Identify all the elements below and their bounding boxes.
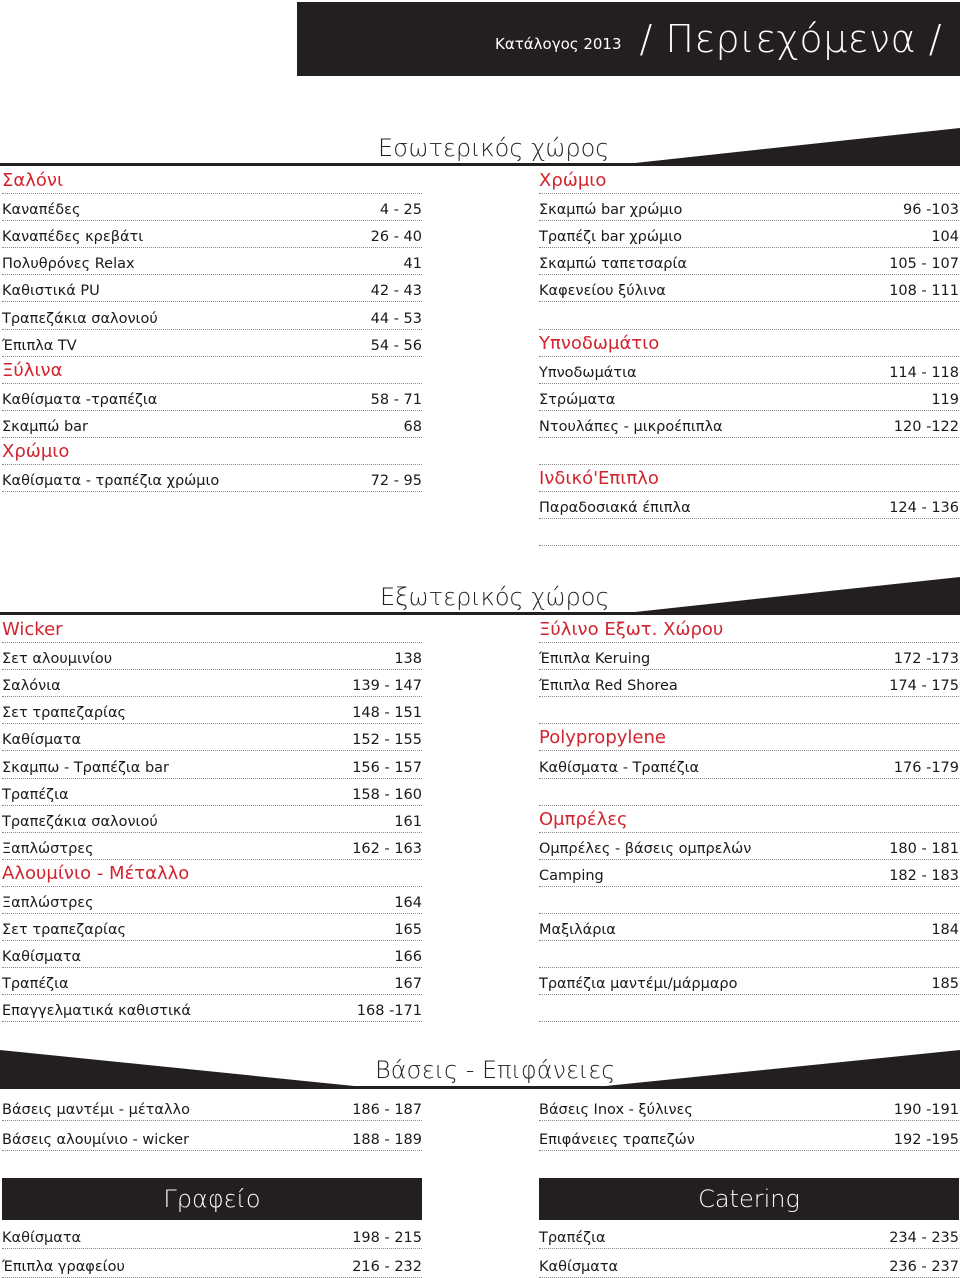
category-label: Ομπρέλες (539, 808, 628, 830)
blank-row (539, 303, 959, 330)
entry-label: Σετ αλουμινίου (2, 651, 113, 668)
entry-label: Ντουλάπες - μικροέπιπλα (539, 418, 723, 435)
category-heading (539, 724, 959, 751)
category-label: Ξύλινο Εξωτ. Χώρου (539, 619, 724, 640)
entry-label: Τραπεζάκια σαλονιού (2, 813, 158, 830)
outdoor-section-wedge (596, 577, 960, 613)
blank-row (539, 887, 959, 914)
entry-pages: 162 - 163 (352, 840, 422, 857)
entry-label: Σετ τραπεζαρίας (2, 705, 127, 722)
entry-pages: 54 - 56 (370, 337, 422, 354)
blank-row (539, 697, 959, 724)
catalog-year: Κατάλογος 2013 (495, 35, 622, 53)
toc-entry (2, 941, 422, 968)
entry-pages: 161 (394, 813, 422, 830)
toc-entry (539, 860, 959, 887)
entry-pages: 4 - 25 (379, 202, 422, 219)
toc-entry (2, 384, 422, 411)
toc-entry (2, 724, 422, 751)
entry-pages: 188 - 189 (352, 1131, 422, 1148)
entry-label: Σκαμπώ bar (2, 418, 89, 435)
entry-label: Έπιπλα γραφείου (2, 1258, 125, 1275)
toc-entry (2, 1094, 422, 1121)
entry-label: Βάσεις αλουμίνιο - wicker (2, 1131, 190, 1148)
category-heading (2, 616, 422, 643)
entry-label: Τραπέζια (2, 976, 69, 993)
toc-entry (539, 384, 959, 411)
entry-pages: 148 - 151 (352, 705, 422, 722)
entry-label: Καθίσματα (2, 949, 82, 966)
toc-entry (2, 643, 422, 670)
entry-label: Ομπρέλες - βάσεις ομπρελών (539, 840, 752, 857)
toc-entry (539, 643, 959, 670)
toc-entry (539, 275, 959, 302)
entry-pages: 108 - 111 (889, 283, 959, 300)
toc-entry (539, 968, 959, 995)
entry-label: Καθίσματα -τραπέζια (2, 391, 158, 408)
entry-label: Έπιπλα Red Shorea (539, 678, 678, 695)
entry-label: Καναπέδες κρεβάτι (2, 229, 144, 246)
entry-pages: 105 - 107 (889, 256, 959, 273)
office-section-title: Γραφείο (2, 1178, 422, 1220)
entry-pages: 168 -171 (356, 1003, 422, 1020)
entry-pages: 68 (403, 418, 422, 435)
toc-entry (2, 411, 422, 438)
category-heading (539, 330, 959, 357)
category-label: Χρώμιο (2, 441, 70, 462)
entry-pages: 185 (931, 976, 959, 993)
toc-entry (539, 221, 959, 248)
entry-label: Ξαπλώστρες (2, 840, 94, 857)
catalog-header (297, 2, 960, 76)
entry-pages: 236 - 237 (889, 1258, 959, 1275)
toc-entry (539, 1222, 959, 1249)
entry-label: Βάσεις Inox - ξύλινες (539, 1102, 693, 1118)
entry-label: Τραπέζια μαντέμι/μάρμαρο (539, 976, 738, 993)
entry-label: Στρώματα (539, 391, 616, 408)
entry-label: Σαλόνια (2, 678, 61, 695)
page-title: / Περιεχόμενα / (639, 17, 942, 61)
toc-entry (539, 492, 959, 519)
entry-label: Καθιστικά PU (2, 283, 100, 300)
entry-label: Καθίσματα (539, 1258, 619, 1275)
entry-pages: 166 (394, 949, 422, 966)
entry-pages: 114 - 118 (889, 364, 959, 381)
entry-label: Καναπέδες (2, 202, 81, 219)
entry-pages: 72 - 95 (370, 473, 422, 490)
outdoor-section-title: Εξωτερικός χώρος (380, 583, 610, 611)
toc-entry (2, 995, 422, 1022)
entry-pages: 41 (403, 256, 422, 273)
entry-pages: 44 - 53 (370, 310, 422, 327)
entry-pages: 26 - 40 (370, 229, 422, 246)
entry-label: Παραδοσιακά έπιπλα (539, 500, 691, 517)
entry-label: Βάσεις μαντέμι - μέταλλο (2, 1102, 190, 1118)
entry-pages: 172 -173 (893, 651, 959, 668)
category-heading (2, 357, 422, 384)
toc-entry (2, 968, 422, 995)
entry-label: Σετ τραπεζαρίας (2, 922, 127, 939)
category-label: Σαλόνι (2, 170, 64, 191)
toc-entry (539, 1251, 959, 1278)
entry-pages: 234 - 235 (889, 1230, 959, 1246)
toc-entry (2, 670, 422, 697)
category-label: Αλουμίνιο - Μέταλλο (2, 862, 190, 884)
entry-pages: 190 -191 (893, 1102, 959, 1118)
bases-section-wedge-left (0, 1050, 364, 1087)
blank-row (539, 779, 959, 806)
entry-pages: 216 - 232 (352, 1258, 422, 1275)
entry-label: Καθίσματα (2, 732, 82, 749)
entry-pages: 139 - 147 (352, 678, 422, 695)
category-heading (2, 860, 422, 887)
toc-entry (539, 357, 959, 384)
blank-row (539, 941, 959, 968)
toc-entry (539, 1094, 959, 1121)
category-heading (539, 167, 959, 194)
entry-label: Τραπεζάκια σαλονιού (2, 310, 158, 327)
toc-entry (2, 697, 422, 724)
toc-entry (2, 833, 422, 860)
entry-pages: 192 -195 (893, 1131, 959, 1148)
entry-label: Πολυθρόνες Relax (2, 256, 135, 273)
entry-pages: 42 - 43 (370, 283, 422, 300)
category-label: Polypropylene (539, 727, 666, 749)
bases-section-title: Βάσεις - Επιφάνειες (375, 1056, 616, 1084)
toc-entry (2, 275, 422, 302)
toc-entry (539, 248, 959, 275)
entry-label: Καθίσματα - Τραπέζια (539, 759, 700, 776)
entry-pages: 120 -122 (893, 418, 959, 435)
entry-pages: 124 - 136 (889, 500, 959, 517)
entry-pages: 184 (931, 922, 959, 939)
toc-entry (2, 779, 422, 806)
category-heading (539, 806, 959, 833)
entry-pages: 180 - 181 (889, 840, 959, 857)
category-label: Ξύλινα (2, 359, 63, 381)
toc-entry (2, 330, 422, 357)
entry-label: Έπιπλα Keruing (539, 651, 651, 668)
entry-label: Επιφάνειες τραπεζών (539, 1131, 695, 1148)
toc-entry (2, 914, 422, 941)
category-label: Υπνοδωμάτιο (539, 332, 660, 354)
toc-entry (539, 411, 959, 438)
entry-pages: 152 - 155 (352, 732, 422, 749)
entry-pages: 167 (394, 976, 422, 993)
toc-entry (539, 752, 959, 779)
toc-entry (539, 1124, 959, 1151)
toc-entry (2, 194, 422, 221)
toc-entry (2, 465, 422, 492)
category-heading (539, 465, 959, 492)
toc-entry (2, 1222, 422, 1249)
entry-pages: 186 - 187 (352, 1102, 422, 1118)
toc-entry (539, 833, 959, 860)
bases-section-wedge-right (596, 1050, 960, 1087)
entry-pages: 165 (394, 922, 422, 939)
entry-label: Τραπέζι bar χρώμιο (539, 229, 682, 246)
category-label: Wicker (2, 619, 63, 640)
toc-entry (2, 752, 422, 779)
entry-label: Έπιπλα TV (2, 337, 77, 354)
blank-row (539, 438, 959, 465)
entry-label: Ξαπλώστρες (2, 895, 94, 911)
entry-label: Καφενείου ξύλινα (539, 283, 666, 300)
entry-pages: 156 - 157 (352, 759, 422, 776)
entry-pages: 158 - 160 (352, 786, 422, 803)
indoor-section-title: Εσωτερικός χώρος (378, 134, 610, 162)
entry-pages: 104 (931, 229, 959, 246)
entry-pages: 119 (931, 391, 959, 408)
indoor-section-wedge (596, 128, 960, 164)
entry-label: Camping (539, 867, 604, 884)
category-heading (2, 438, 422, 465)
entry-pages: 176 -179 (893, 759, 959, 776)
entry-pages: 198 - 215 (352, 1230, 422, 1246)
entry-label: Καθίσματα - τραπέζια χρώμιο (2, 473, 220, 490)
entry-pages: 96 -103 (903, 202, 959, 219)
toc-entry (2, 806, 422, 833)
category-label: Χρώμιο (539, 170, 607, 191)
entry-label: Καθίσματα (2, 1230, 82, 1246)
entry-pages: 138 (394, 651, 422, 668)
toc-entry (2, 221, 422, 248)
entry-pages: 174 - 175 (889, 678, 959, 695)
entry-label: Τραπέζια (539, 1230, 606, 1246)
category-heading (2, 167, 422, 194)
entry-label: Υπνοδωμάτια (539, 364, 637, 381)
entry-label: Σκαμπώ bar χρώμιο (539, 202, 683, 219)
toc-entry (2, 248, 422, 275)
entry-label: Επαγγελματικά καθιστικά (2, 1003, 191, 1020)
entry-label: Μαξιλάρια (539, 922, 616, 939)
entry-pages: 164 (394, 895, 422, 911)
catering-section-title: Catering (539, 1178, 959, 1220)
category-label: Ινδικό'Επιπλο (539, 468, 659, 490)
toc-entry (2, 303, 422, 330)
entry-label: Σκαμπώ ταπετσαρία (539, 256, 687, 273)
entry-label: Σκαμπω - Τραπέζια bar (2, 759, 170, 776)
toc-entry (539, 194, 959, 221)
blank-row (539, 995, 959, 1022)
blank-row (539, 519, 959, 546)
toc-entry (539, 670, 959, 697)
toc-entry (2, 1124, 422, 1151)
entry-pages: 182 - 183 (889, 867, 959, 884)
category-heading (539, 616, 959, 643)
toc-entry (2, 887, 422, 914)
entry-label: Τραπέζια (2, 786, 69, 803)
entry-pages: 58 - 71 (370, 391, 422, 408)
toc-entry (2, 1251, 422, 1278)
toc-entry (539, 914, 959, 941)
